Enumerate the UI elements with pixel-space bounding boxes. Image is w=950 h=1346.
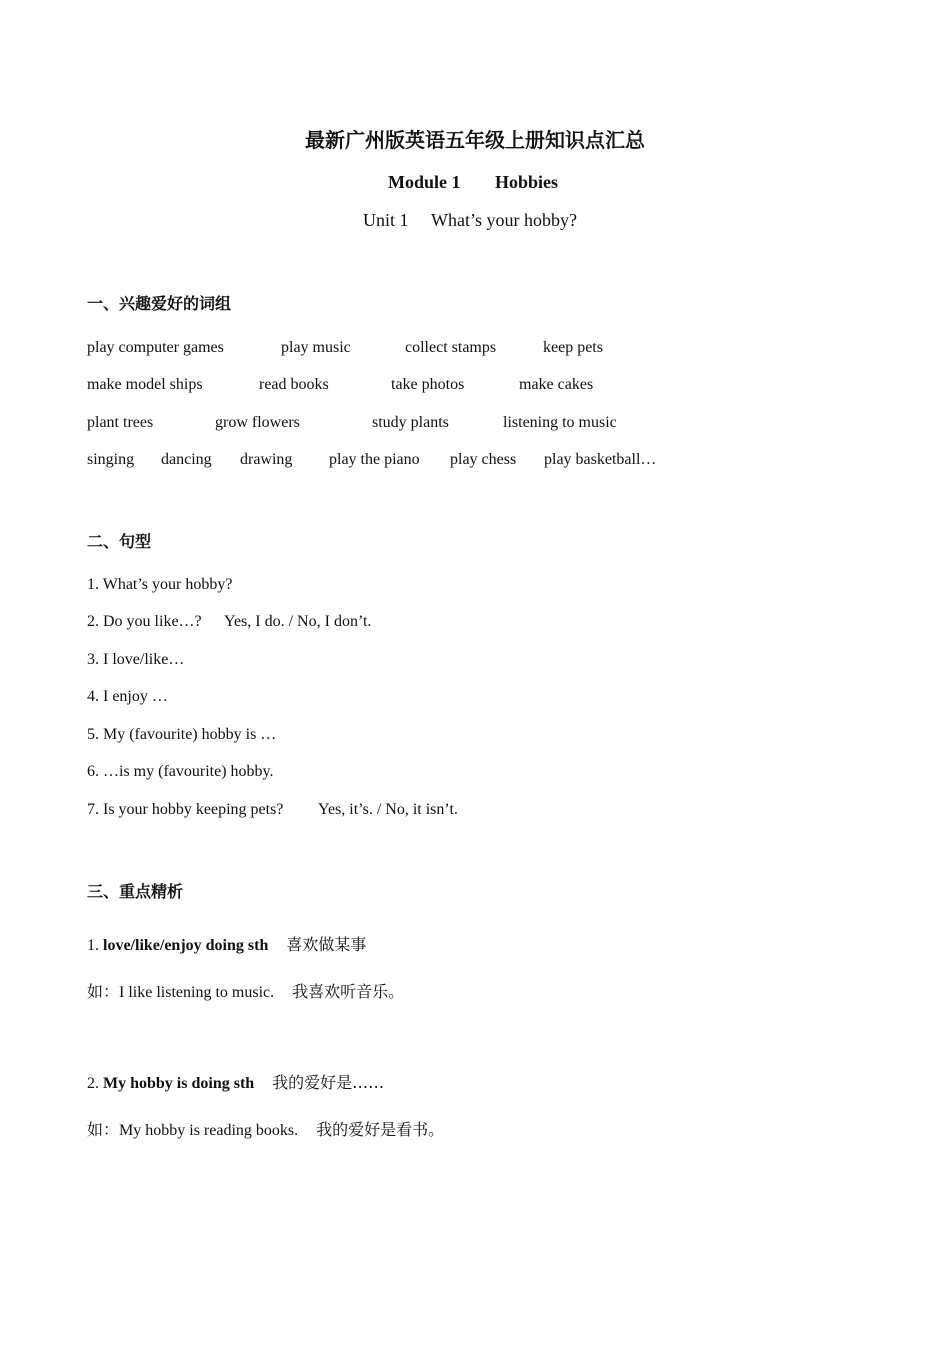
phrase-item: make model ships [87, 376, 203, 393]
sentence-answer: Yes, I do. / No, I don’t. [224, 613, 372, 630]
sentence-item: 2. Do you like…? [87, 613, 202, 630]
phrase-item: take photos [391, 376, 465, 393]
section-heading-phrases: 一、兴趣爱好的词组 [87, 294, 232, 313]
example-chinese: 我喜欢听音乐。 [292, 982, 405, 1001]
sentence-item: 3. I love/like… [87, 651, 185, 668]
example-english: My hobby is reading books. [119, 1122, 299, 1139]
sentence-answer: Yes, it’s. / No, it isn’t. [318, 801, 458, 818]
key-point [87, 932, 366, 955]
phrase-item: play music [281, 339, 351, 356]
phrase-item: play chess [450, 451, 517, 468]
phrase-item: singing [87, 451, 135, 468]
example-prefix: 如： [87, 1120, 120, 1139]
key-point-example [87, 1117, 444, 1140]
sentence-item: 6. …is my (favourite) hobby. [87, 763, 274, 780]
sentence-item: 1. What’s your hobby? [87, 576, 233, 593]
example-prefix: 如： [87, 982, 120, 1001]
phrase-item: dancing [161, 451, 212, 468]
phrase-item: grow flowers [215, 414, 300, 431]
phrase-item: read books [259, 376, 329, 393]
sentence-item: 7. Is your hobby keeping pets? [87, 801, 284, 818]
module-name: Hobbies [495, 172, 559, 192]
key-point-meaning: 喜欢做某事 [286, 935, 367, 954]
phrase-item: keep pets [543, 339, 603, 356]
unit-label: Unit 1 [363, 210, 409, 230]
key-point-example [87, 979, 404, 1002]
phrase-item: plant trees [87, 414, 154, 431]
unit-title: What’s your hobby? [431, 210, 577, 230]
document-title: 最新广州版英语五年级上册知识点汇总 [305, 128, 645, 152]
example-english: I like listening to music. [119, 984, 275, 1001]
key-point [87, 1070, 384, 1093]
module-label: Module 1 [388, 172, 461, 192]
key-point-phrase: My hobby is doing sth [103, 1075, 255, 1092]
key-point-number: 1. [87, 937, 99, 954]
phrase-item: listening to music [503, 414, 617, 431]
section-heading-key-points: 三、重点精析 [87, 882, 184, 901]
section-heading-sentences: 二、句型 [87, 532, 152, 551]
phrase-item: study plants [372, 414, 449, 431]
sentence-item: 5. My (favourite) hobby is … [87, 726, 277, 743]
phrase-item: play the piano [329, 451, 420, 468]
phrase-item: make cakes [519, 376, 594, 393]
phrase-item: play computer games [87, 339, 224, 356]
phrase-item: drawing [240, 451, 293, 468]
example-chinese: 我的爱好是看书。 [316, 1120, 445, 1139]
key-point-phrase: love/like/enjoy doing sth [103, 937, 269, 954]
key-point-number: 2. [87, 1075, 99, 1092]
phrase-item: play basketball… [544, 451, 657, 468]
phrase-item: collect stamps [405, 339, 497, 356]
key-point-meaning: 我的爱好是…… [272, 1073, 385, 1092]
sentence-item: 4. I enjoy … [87, 688, 168, 705]
